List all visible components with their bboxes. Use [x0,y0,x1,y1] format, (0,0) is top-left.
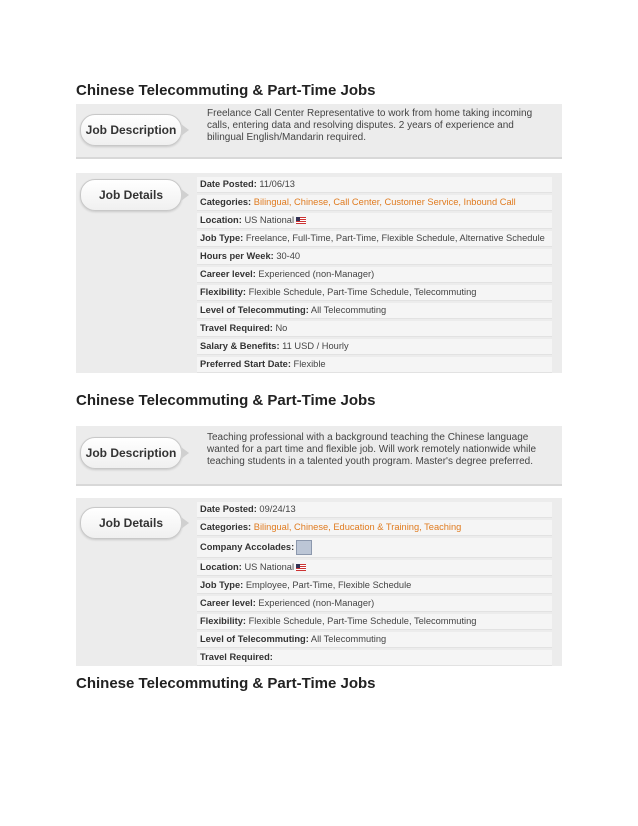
career-level-value: Experienced (non-Manager) [258,598,375,609]
us-flag-icon [296,564,306,571]
categories-row [197,195,552,211]
categories-links[interactable]: Bilingual, Chinese, Education & Training, Teaching [253,522,462,532]
flexibility-label: Flexibility: [200,616,246,627]
start-date-label: Preferred Start Date: [200,359,291,369]
career-level-row [197,596,552,612]
accolades-row [197,538,552,558]
job-details-list [197,502,552,668]
telecommuting-value: All Telecommuting [310,305,387,315]
flexibility-label: Flexibility: [200,287,246,297]
job-description-row [76,104,562,159]
career-level-label: Career level: [200,269,256,279]
listing-1-panel [76,104,562,373]
job-details-tab[interactable]: Job Details [80,179,182,211]
location-label: Location: [200,215,242,225]
date-posted-label: Date Posted: [200,504,257,514]
flexibility-row [197,614,552,630]
telecommuting-label: Level of Telecommuting: [200,634,309,645]
date-posted-value: 11/06/13 [259,179,295,189]
listing-2-panel [76,426,562,666]
salary-row [197,339,552,355]
location-row [197,213,552,229]
travel-value: No [275,323,288,333]
career-level-row [197,267,552,283]
job-type-row [197,578,552,594]
flexibility-row [197,285,552,301]
travel-row [197,650,552,666]
accolades-label: Company Accolades: [200,542,295,552]
date-posted-row [197,177,552,193]
location-value: US National [244,562,295,573]
job-type-row [197,231,552,247]
location-row [197,560,552,576]
us-flag-icon [296,217,306,224]
travel-row [197,321,552,337]
categories-links[interactable]: Bilingual, Chinese, Call Center, Customer Service, Inbound Call [253,197,516,207]
job-type-label: Job Type: [200,233,244,243]
career-level-label: Career level: [200,598,256,609]
job-description-tab[interactable]: Job Description [80,437,182,469]
job-description-text: Freelance Call Center Representative to work from home taking incoming calls, entering data and resolving disputes. 2 years of experience and bilingual English/Mandarin required. [207,108,533,143]
telecommuting-row [197,632,552,648]
telecommuting-label: Level of Telecommuting: [200,305,309,315]
date-posted-value: 09/24/13 [259,504,296,514]
categories-row [197,520,552,536]
start-date-row [197,357,552,373]
job-type-value: Employee, Part-Time, Flexible Schedule [245,580,412,591]
travel-label: Travel Required: [200,323,273,333]
job-details-box [76,173,562,373]
categories-label: Categories: [200,522,252,532]
listing-1-heading: Chinese Telecommuting & Part-Time Jobs [76,82,376,99]
accolade-badge-icon[interactable] [296,540,312,555]
job-details-list [197,177,552,375]
job-description-tab[interactable]: Job Description [80,114,182,146]
categories-label: Categories: [200,197,252,207]
travel-label: Travel Required: [200,652,273,663]
flexibility-value: Flexible Schedule, Part-Time Schedule, Telecommuting [248,287,477,297]
job-details-tab[interactable]: Job Details [80,507,182,539]
location-label: Location: [200,562,242,573]
hours-value: 30-40 [276,251,301,261]
date-posted-row [197,502,552,518]
listing-3-heading: Chinese Telecommuting & Part-Time Jobs [76,675,376,692]
hours-label: Hours per Week: [200,251,274,261]
job-description-row [76,426,562,486]
start-date-value: Flexible [293,359,326,369]
salary-value: 11 USD / Hourly [282,341,349,351]
job-description-text: Teaching professional with a background teaching the Chinese language wanted for a part time and flexible job. Will work remotely nationwide while teaching students in a talented youth program. Master's degree preferred. [207,432,537,467]
flexibility-value: Flexible Schedule, Part-Time Schedule, Telecommuting [248,616,477,627]
listing-2-heading: Chinese Telecommuting & Part-Time Jobs [76,392,376,409]
hours-row [197,249,552,265]
job-type-label: Job Type: [200,580,244,591]
location-value: US National [244,215,295,225]
telecommuting-value: All Telecommuting [310,634,387,645]
job-type-value: Freelance, Full-Time, Part-Time, Flexible Schedule, Alternative Schedule [245,233,545,243]
date-posted-label: Date Posted: [200,179,257,189]
salary-label: Salary & Benefits: [200,341,280,351]
job-details-box [76,498,562,666]
career-level-value: Experienced (non-Manager) [258,269,375,279]
telecommuting-row [197,303,552,319]
